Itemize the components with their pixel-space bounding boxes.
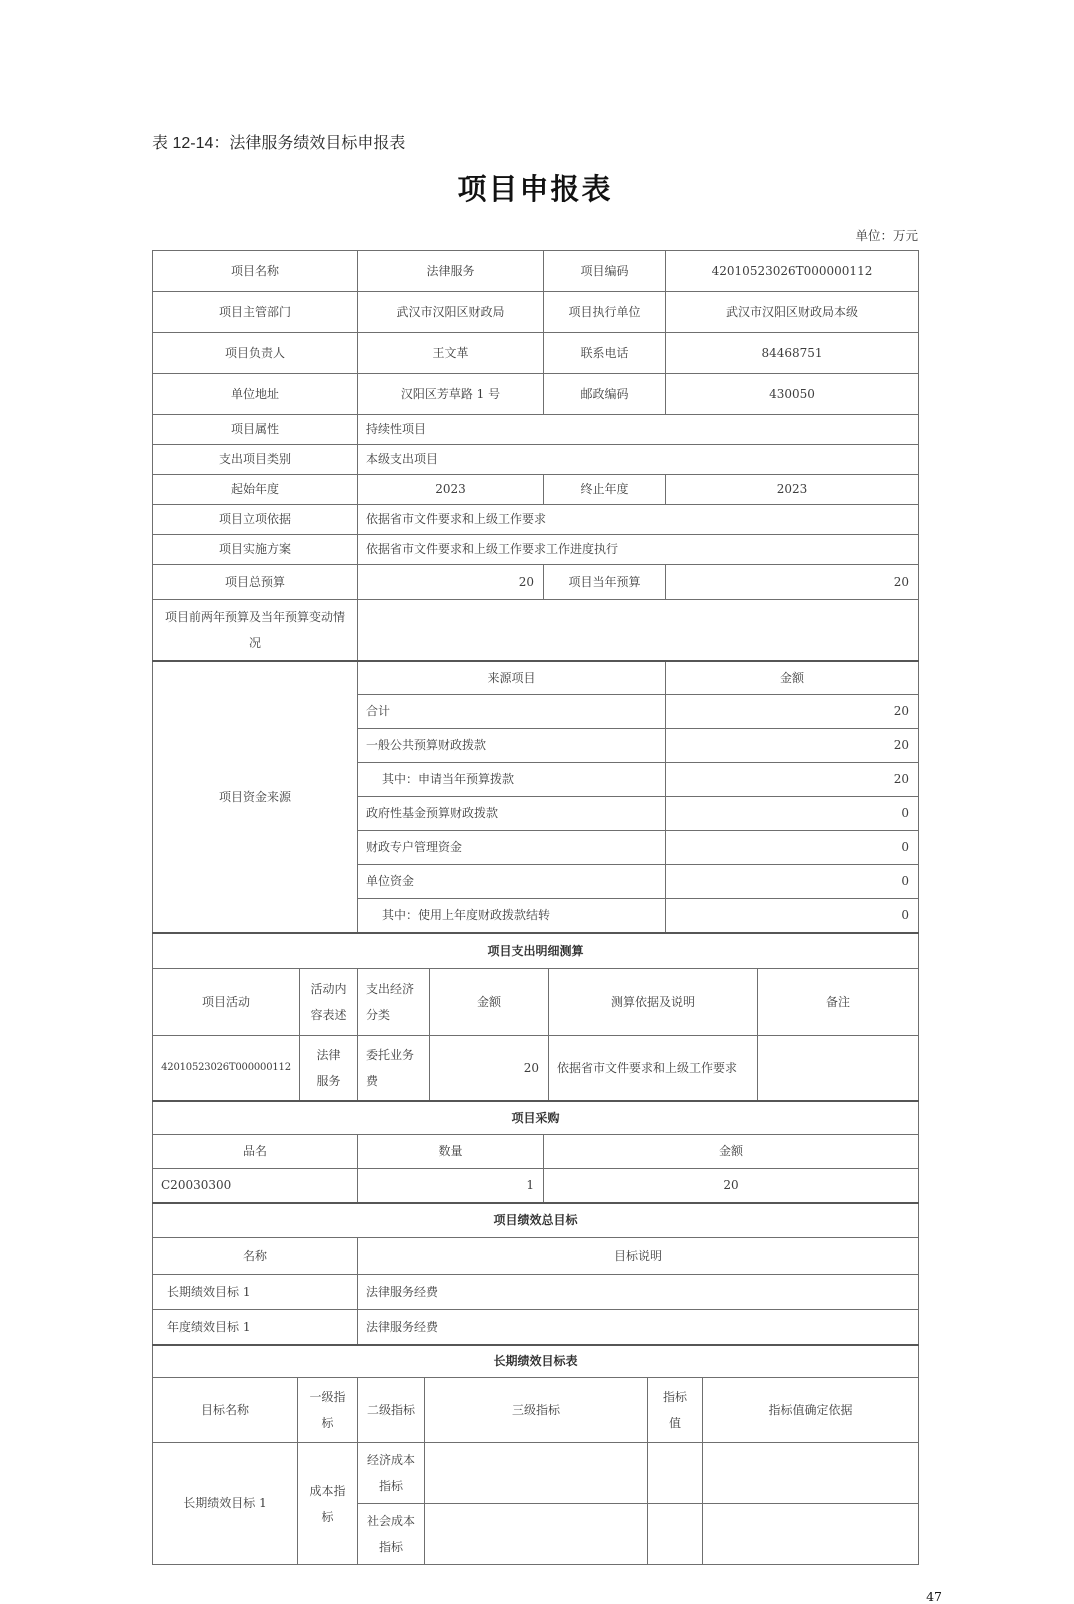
funding-table: [152, 660, 919, 933]
project-name-label: 项目名称: [153, 251, 358, 292]
longterm-section-title: 长期绩效目标表: [153, 1345, 919, 1378]
phone-label: 联系电话: [544, 333, 666, 374]
funding-amount-cell: 0: [666, 831, 919, 865]
zip-label: 邮政编码: [544, 374, 666, 415]
attribute-label: 项目属性: [153, 415, 358, 445]
project-name-value: 法律服务: [358, 251, 544, 292]
table-row: [153, 475, 919, 505]
table-row: [153, 292, 919, 333]
exec-unit-label: 项目执行单位: [544, 292, 666, 333]
col-header-level3: 三级指标: [425, 1378, 648, 1443]
funding-amount-cell: 0: [666, 899, 919, 933]
overall-goal-section-title: 项目绩效总目标: [153, 1203, 919, 1238]
funding-source-header: 来源项目: [358, 661, 666, 695]
col-header-goal-desc: 目标说明: [358, 1238, 919, 1275]
funding-amount-header: 金额: [666, 661, 919, 695]
plan-label: 项目实施方案: [153, 535, 358, 565]
address-label: 单位地址: [153, 374, 358, 415]
header-row: [153, 1238, 919, 1275]
procurement-table: [152, 1100, 919, 1203]
col-header-indicator-value: 指标值: [648, 1378, 703, 1443]
col-header-note: 备注: [758, 969, 919, 1036]
funding-source-cell: 政府性基金预算财政拨款: [358, 797, 666, 831]
table-row: [153, 661, 919, 695]
end-year-label: 终止年度: [544, 475, 666, 505]
table-row: [153, 415, 919, 445]
table-row: [153, 505, 919, 535]
dept-label: 项目主管部门: [153, 292, 358, 333]
total-budget-value: 20: [358, 565, 544, 600]
table-caption: 表 12-14：法律服务绩效目标申报表: [152, 135, 406, 152]
funding-amount-cell: 20: [666, 763, 919, 797]
indicator-value-cell: [648, 1443, 703, 1504]
basis-value: 依据省市文件要求和上级工作要求: [358, 505, 919, 535]
goal-name-cell: 年度绩效目标 1: [153, 1310, 358, 1345]
expense-detail-section-title: 项目支出明细测算: [153, 933, 919, 969]
col-header-target-name: 目标名称: [153, 1378, 298, 1443]
leader-label: 项目负责人: [153, 333, 358, 374]
col-header-level1: 一级指标: [298, 1378, 358, 1443]
indicator-value-cell: [648, 1504, 703, 1565]
funding-source-cell: 财政专户管理资金: [358, 831, 666, 865]
leader-value: 王文革: [358, 333, 544, 374]
expense-amount-cell: 20: [430, 1036, 549, 1101]
section-title-row: [153, 1203, 919, 1238]
expense-content-cell: 法律服务: [300, 1036, 358, 1101]
col-header-proc-amount: 金额: [544, 1135, 919, 1169]
section-title-row: [153, 933, 919, 969]
funding-source-cell: 单位资金: [358, 865, 666, 899]
section-title-row: [153, 1345, 919, 1378]
col-header-content: 活动内容表述: [300, 969, 358, 1036]
zip-value: 430050: [666, 374, 919, 415]
level2-indicator-cell: 经济成本指标: [358, 1443, 425, 1504]
header-row: [153, 1378, 919, 1443]
expense-basis-cell: 依据省市文件要求和上级工作要求: [549, 1036, 758, 1101]
expense-category-cell: 委托业务费: [358, 1036, 430, 1101]
goal-name-cell: 长期绩效目标 1: [153, 1275, 358, 1310]
table-row: [153, 251, 919, 292]
funding-amount-cell: 20: [666, 695, 919, 729]
year-budget-label: 项目当年预算: [544, 565, 666, 600]
dept-value: 武汉市汉阳区财政局: [358, 292, 544, 333]
level3-indicator-cell: [425, 1443, 648, 1504]
funding-amount-cell: 0: [666, 797, 919, 831]
basis-label: 项目立项依据: [153, 505, 358, 535]
unit-note: 单位：万元: [855, 228, 918, 243]
table-row: [153, 445, 919, 475]
funding-source-cell: 其中：申请当年预算拨款: [358, 763, 666, 797]
prev-budget-change-label: 项目前两年预算及当年预算变动情况: [153, 600, 358, 661]
page-number: 47: [926, 1589, 942, 1604]
value-basis-cell: [703, 1443, 919, 1504]
expense-note-cell: [758, 1036, 919, 1101]
goal-row: [153, 1275, 919, 1310]
header-row: [153, 1135, 919, 1169]
level1-indicator-cell: 成本指标: [298, 1443, 358, 1565]
procurement-row: [153, 1169, 919, 1203]
end-year-value: 2023: [666, 475, 919, 505]
start-year-label: 起始年度: [153, 475, 358, 505]
funding-amount-cell: 0: [666, 865, 919, 899]
table-row: [153, 565, 919, 600]
indicator-row: [153, 1443, 919, 1504]
project-code-value: 42010523026T000000112: [666, 251, 919, 292]
col-header-category: 支出经济分类: [358, 969, 430, 1036]
procurement-amount-cell: 20: [544, 1169, 919, 1203]
plan-value: 依据省市文件要求和上级工作要求工作进度执行: [358, 535, 919, 565]
procurement-qty-cell: 1: [358, 1169, 544, 1203]
header-row: [153, 969, 919, 1036]
document-page: [152, 0, 942, 1604]
funding-source-cell: 合计: [358, 695, 666, 729]
funding-source-cell: 其中：使用上年度财政拨款结转: [358, 899, 666, 933]
funding-source-cell: 一般公共预算财政拨款: [358, 729, 666, 763]
project-code-label: 项目编码: [544, 251, 666, 292]
funding-section-label: 项目资金来源: [153, 661, 358, 933]
level2-indicator-cell: 社会成本指标: [358, 1504, 425, 1565]
section-title-row: [153, 1101, 919, 1135]
expense-detail-table: [152, 932, 919, 1101]
value-basis-cell: [703, 1504, 919, 1565]
year-budget-value: 20: [666, 565, 919, 600]
phone-value: 84468751: [666, 333, 919, 374]
attribute-value: 持续性项目: [358, 415, 919, 445]
goal-desc-cell: 法律服务经费: [358, 1310, 919, 1345]
address-value: 汉阳区芳草路 1 号: [358, 374, 544, 415]
total-budget-label: 项目总预算: [153, 565, 358, 600]
table-row: [153, 535, 919, 565]
longterm-goal-name-cell: 长期绩效目标 1: [153, 1443, 298, 1565]
overall-goal-table: [152, 1202, 919, 1345]
goal-row: [153, 1310, 919, 1345]
col-header-amount: 金额: [430, 969, 549, 1036]
col-header-item-name: 品名: [153, 1135, 358, 1169]
expense-activity-cell: 42010523026T000000112: [153, 1036, 300, 1101]
expense-type-value: 本级支出项目: [358, 445, 919, 475]
expense-type-label: 支出项目类别: [153, 445, 358, 475]
col-header-basis: 测算依据及说明: [549, 969, 758, 1036]
level3-indicator-cell: [425, 1504, 648, 1565]
funding-amount-cell: 20: [666, 729, 919, 763]
col-header-goal-name: 名称: [153, 1238, 358, 1275]
col-header-level2: 二级指标: [358, 1378, 425, 1443]
basic-info-table: [152, 250, 919, 661]
table-row: [153, 374, 919, 415]
goal-desc-cell: 法律服务经费: [358, 1275, 919, 1310]
longterm-goal-table: [152, 1344, 919, 1565]
page-title: 项目申报表: [457, 174, 613, 206]
procurement-name-cell: C20030300: [153, 1169, 358, 1203]
exec-unit-value: 武汉市汉阳区财政局本级: [666, 292, 919, 333]
col-header-value-basis: 指标值确定依据: [703, 1378, 919, 1443]
procurement-section-title: 项目采购: [153, 1101, 919, 1135]
start-year-value: 2023: [358, 475, 544, 505]
expense-row: [153, 1036, 919, 1101]
prev-budget-change-value: [358, 600, 919, 661]
table-row: [153, 333, 919, 374]
col-header-activity: 项目活动: [153, 969, 300, 1036]
col-header-quantity: 数量: [358, 1135, 544, 1169]
table-row: [153, 600, 919, 661]
